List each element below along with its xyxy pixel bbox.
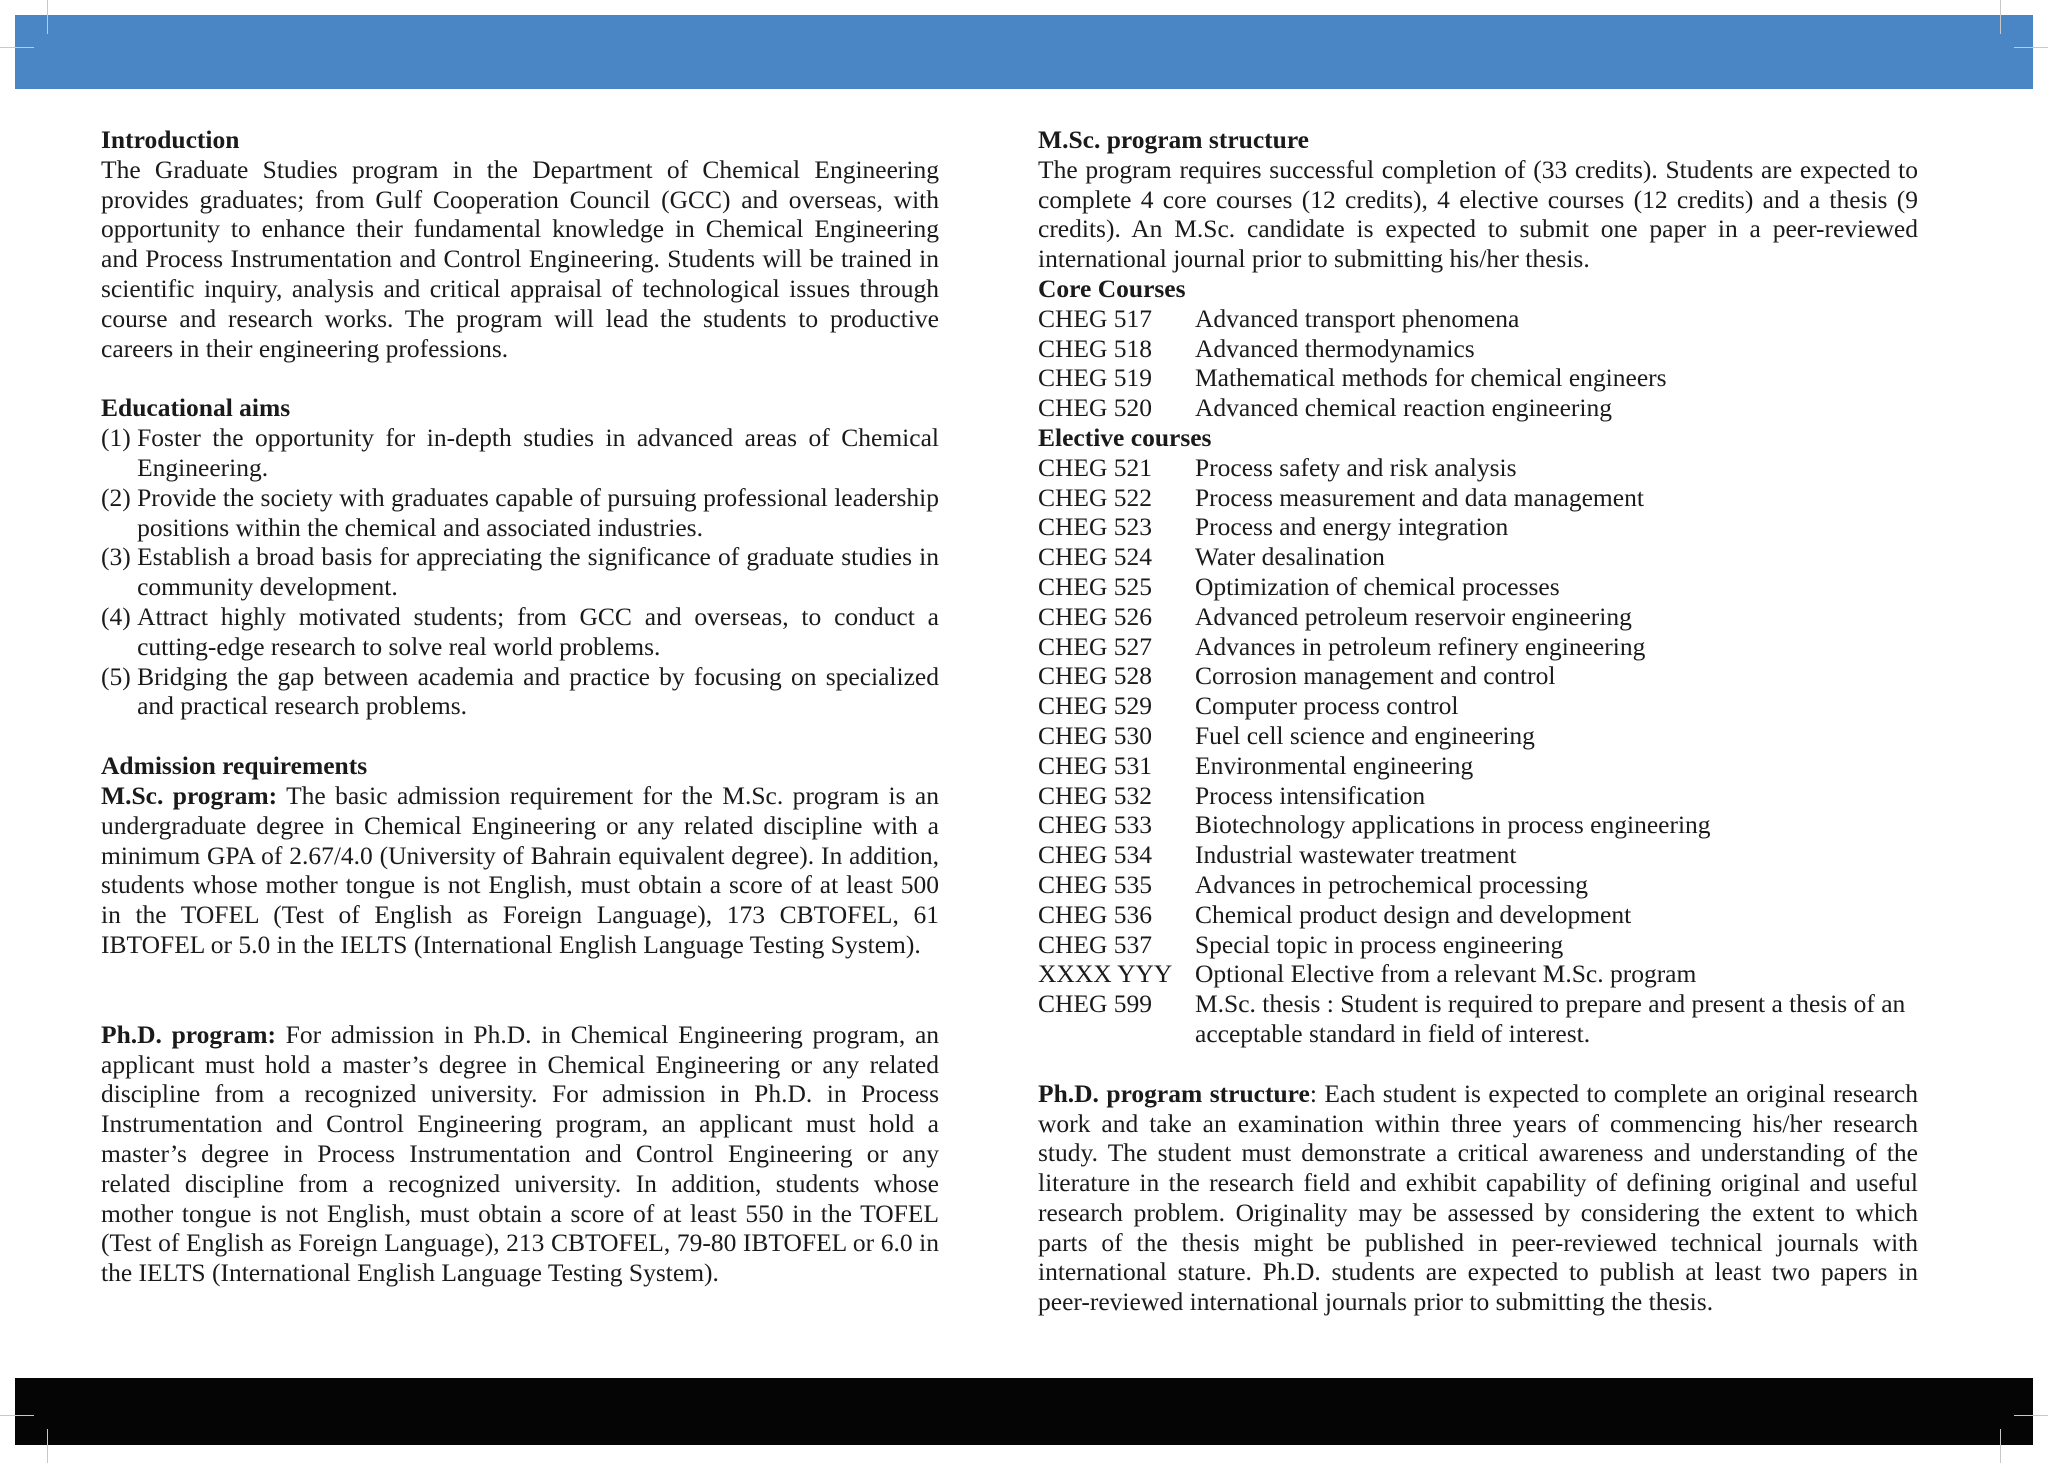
left-column [101, 125, 939, 1288]
aim-number: (5) [101, 661, 138, 691]
spacer [101, 363, 939, 393]
spacer [1038, 1049, 1918, 1079]
course-code: CHEG 599 [1038, 989, 1153, 1019]
course-row [1038, 810, 1918, 840]
course-code: CHEG 520 [1038, 393, 1153, 423]
course-name: Optimization of chemical processes [1195, 571, 1560, 601]
course-row [1038, 483, 1918, 513]
msc-admission-text: The basic admission requirement for the M.Sc. program is an undergraduate degree in Chemical Engineering or any related discipline with a minimum GPA of 2.67/4.0 (University of Bahrain equivalent degree). In addition, students whose mother tongue is not English, must obtain a score of at least 500 in the TOFEL (Test of English as Foreign Language), 173 CBTOFEL, 61 IBTOFEL or 5.0 in the IELTS (International English Language Testing System). [101, 780, 939, 959]
course-code: XXXX YYY [1038, 959, 1173, 989]
course-name: Advanced chemical reaction engineering [1195, 393, 1613, 423]
course-code: CHEG 535 [1038, 869, 1153, 899]
course-name: Corrosion management and control [1195, 661, 1556, 691]
course-row [1038, 751, 1918, 781]
course-name: Biotechnology applications in process engineering [1195, 810, 1711, 840]
course-row [1038, 542, 1918, 572]
crop-mark-top-right-v [2000, 0, 2001, 34]
course-row [1038, 661, 1918, 691]
course-name: Advanced transport phenomena [1195, 303, 1520, 333]
crop-mark-bottom-right-v [2000, 1429, 2001, 1463]
course-name: Computer process control [1195, 691, 1459, 721]
course-code: CHEG 526 [1038, 601, 1153, 631]
aim-item [101, 662, 939, 722]
aim-item [101, 483, 939, 543]
course-code: CHEG 524 [1038, 542, 1153, 572]
course-code: CHEG 519 [1038, 363, 1153, 393]
thesis-row [1038, 989, 1918, 1049]
course-code: CHEG 528 [1038, 661, 1153, 691]
course-code: CHEG 537 [1038, 929, 1153, 959]
course-name: Environmental engineering [1195, 750, 1474, 780]
aim-number: (4) [101, 601, 138, 631]
course-code: CHEG 530 [1038, 720, 1153, 750]
crop-mark-top-left-v [47, 0, 48, 34]
course-name: Fuel cell science and engineering [1195, 720, 1535, 750]
right-column [1038, 125, 1918, 1317]
educational-aims-heading: Educational aims [101, 393, 291, 423]
aim-text: Foster the opportunity for in-depth studies in advanced areas of Chemical Engineering. [137, 423, 939, 482]
course-row [1038, 393, 1918, 423]
course-name: Water desalination [1195, 542, 1385, 572]
crop-mark-top-right-h [2014, 47, 2048, 48]
spacer [101, 960, 939, 1020]
course-name: Chemical product design and development [1195, 899, 1632, 929]
course-name: Process safety and risk analysis [1195, 452, 1517, 482]
course-name: Industrial wastewater treatment [1195, 840, 1517, 870]
aim-number: (1) [101, 423, 138, 453]
aim-text: Provide the society with graduates capable of pursuing professional leadership positions within the chemical and associated industries. [137, 482, 939, 542]
course-code: CHEG 518 [1038, 333, 1153, 363]
msc-structure-heading: M.Sc. program structure [1038, 125, 1309, 154]
course-row [1038, 632, 1918, 662]
course-row [1038, 572, 1918, 602]
aim-text: Bridging the gap between academia and practice by focusing on specialized and practical research problems. [137, 661, 939, 721]
aim-number: (3) [101, 542, 138, 572]
introduction-text: The Graduate Studies program in the Department of Chemical Engineering provides graduates; from Gulf Cooperation Council (GCC) and overseas, with opportunity to enhance their fundamental knowledge in Chemical Engineering and Process Instrumentation and Control Engineering. Students will be trained in scientific inquiry, analysis and critical appraisal of technological issues through course and research works. The program will lead the students to productive careers in their engineering professions. [101, 154, 939, 363]
course-code: CHEG 529 [1038, 691, 1153, 721]
course-row [1038, 870, 1918, 900]
course-name: Advanced thermodynamics [1195, 333, 1475, 363]
crop-mark-bottom-left-v [47, 1429, 48, 1463]
aim-item [101, 423, 939, 483]
introduction-heading: Introduction [101, 125, 240, 154]
course-row [1038, 363, 1918, 393]
phd-admission-text: For admission in Ph.D. in Chemical Engineering program, an applicant must hold a master’s degree in Chemical Engineering or any related discipline from a recognized university. For admission in Ph.D. in Process Instrumentation and Control Engineering program, an applicant must hold a master’s degree in Process Instrumentation and Control Engineering or any related discipline from a recognized university. In addition, students whose mother tongue is not English, must obtain a score of at least 550 in the TOFEL (Test of English as Foreign Language), 213 CBTOFEL, 79-80 IBTOFEL or 6.0 in the IELTS (International English Language Testing System). [101, 1019, 940, 1288]
course-row [1038, 453, 1918, 483]
course-row [1038, 900, 1918, 930]
course-code: CHEG 531 [1038, 750, 1153, 780]
course-name: Special topic in process engineering [1195, 929, 1564, 959]
aim-item [101, 542, 939, 602]
course-code: CHEG 527 [1038, 631, 1153, 661]
crop-mark-bottom-left-h [0, 1415, 34, 1416]
elective-courses-heading: Elective courses [1038, 422, 1212, 452]
course-row [1038, 691, 1918, 721]
course-row [1038, 602, 1918, 632]
crop-mark-bottom-right-h [2014, 1415, 2048, 1416]
course-name: M.Sc. thesis : Student is required to prepare and present a thesis of an acceptable standard in field of interest. [1195, 989, 1906, 1048]
msc-admission-paragraph [101, 781, 939, 960]
msc-structure-text: The program requires successful completion of (33 credits). Students are expected to complete 4 core courses (12 credits), 4 elective courses (12 credits) and a thesis (9 credits). An M.Sc. candidate is expected to submit one paper in a peer-reviewed international journal prior to submitting his/her thesis. [1038, 154, 1918, 274]
course-row [1038, 512, 1918, 542]
course-row [1038, 840, 1918, 870]
course-code: CHEG 521 [1038, 452, 1153, 482]
course-row [1038, 721, 1918, 751]
course-row [1038, 304, 1918, 334]
course-name: Mathematical methods for chemical engineers [1195, 363, 1667, 393]
bottom-color-band [15, 1378, 2033, 1445]
aim-item [101, 602, 939, 662]
aim-text: Attract highly motivated students; from GCC and overseas, to conduct a cutting-edge research to solve real world problems. [137, 601, 939, 661]
course-row [1038, 334, 1918, 364]
course-name: Optional Elective from a relevant M.Sc. program [1195, 959, 1697, 989]
spacer [101, 721, 939, 751]
course-code: CHEG 522 [1038, 482, 1153, 512]
crop-mark-top-left-h [0, 47, 34, 48]
course-name: Advances in petrochemical processing [1195, 869, 1588, 899]
course-code: CHEG 525 [1038, 571, 1153, 601]
course-code: CHEG 534 [1038, 840, 1153, 870]
core-courses-heading: Core Courses [1038, 273, 1186, 303]
phd-structure-text: : Each student is expected to complete an original research work and take an examination within three years of commencing his/her research study. The student must demonstrate a critical awareness and understanding of the literature in the research field and exhibit capability of defining original and useful research problem. Originality may be assessed by considering the extent to which parts of the thesis might be published in peer-reviewed technical journals with international stature. Ph.D. students are expected to publish at least two papers in peer-reviewed international journals prior to submitting the thesis. [1038, 1078, 1918, 1317]
course-code: CHEG 536 [1038, 899, 1153, 929]
phd-structure-paragraph [1038, 1079, 1918, 1317]
course-code: CHEG 517 [1038, 303, 1153, 333]
course-name: Process intensification [1195, 780, 1426, 810]
aim-text: Establish a broad basis for appreciating the significance of graduate studies in community development. [137, 542, 939, 602]
phd-admission-paragraph [101, 1020, 939, 1288]
aim-number: (2) [101, 482, 138, 512]
course-name: Process and energy integration [1195, 512, 1509, 542]
course-name: Advances in petroleum refinery engineering [1195, 631, 1646, 661]
course-row [1038, 959, 1918, 989]
admission-heading: Admission requirements [101, 751, 368, 781]
course-code: CHEG 523 [1038, 512, 1153, 542]
phd-admission-label: Ph.D. program: [101, 1019, 276, 1049]
phd-structure-label: Ph.D. program structure [1038, 1078, 1310, 1108]
course-code: CHEG 533 [1038, 810, 1153, 840]
top-color-band [15, 15, 2033, 89]
course-row [1038, 930, 1918, 960]
course-row [1038, 781, 1918, 811]
course-name: Process measurement and data management [1195, 482, 1644, 512]
course-code: CHEG 532 [1038, 780, 1153, 810]
course-name: Advanced petroleum reservoir engineering [1195, 601, 1632, 631]
msc-admission-label: M.Sc. program: [101, 780, 278, 810]
